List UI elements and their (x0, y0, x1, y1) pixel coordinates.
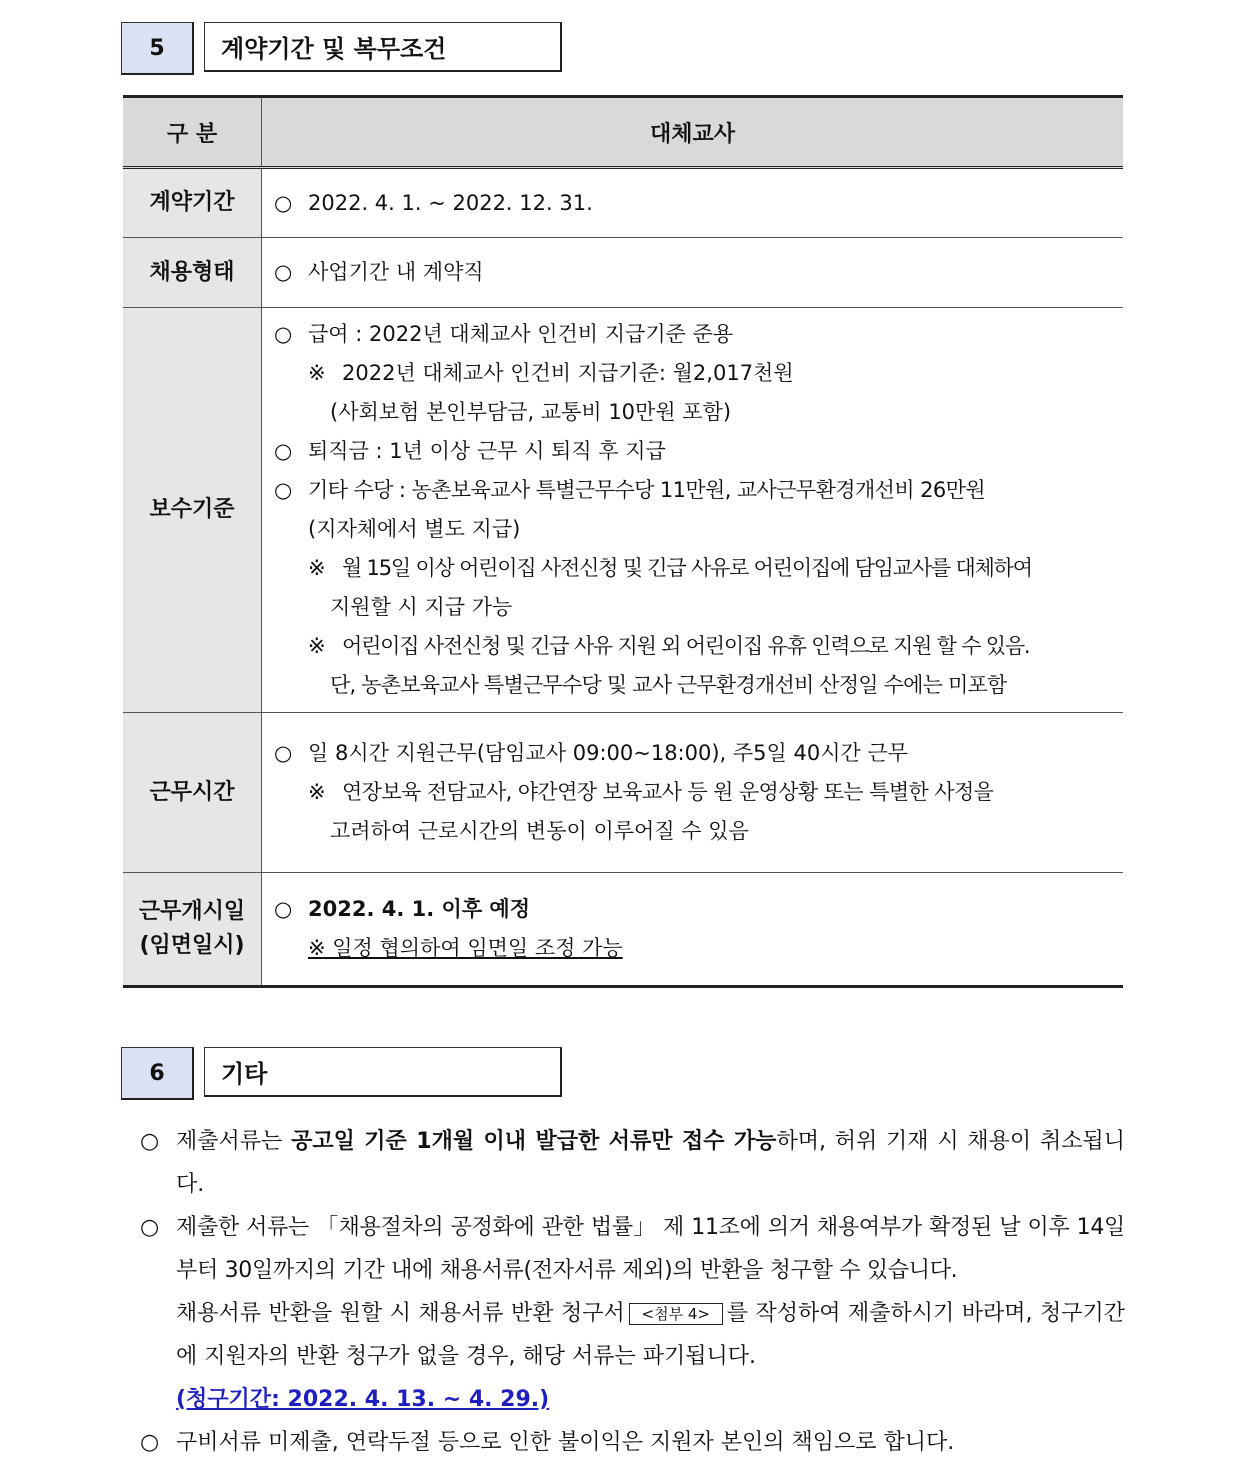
etc-text: 하며, 허위 기재 시 채용이 취소됩니다. (176, 1129, 1125, 1197)
row-label: 계약기간 (123, 168, 262, 238)
circle-bullet: ○ (274, 322, 293, 346)
hours-line: 일 8시간 지원근무(담임교사 09:00~18:00), 주5일 40시간 근무 (308, 741, 909, 765)
pay-line: 기타 수당 : 농촌보육교사 특별근무수당 11만원, 교사근무환경개선비 26만원 (308, 478, 986, 502)
pay-line: 어린이집 사전신청 및 긴급 사유 지원 외 어린이집 유휴 인력으로 지원 할 수 있음. (342, 634, 1030, 658)
pay-line: 2022년 대체교사 인건비 지급기준: 월2,017천원 (342, 361, 794, 385)
section-title: 기타 (204, 1047, 562, 1097)
period-text: 2022. 4. 1. ~ 2022. 12. 31. (308, 190, 593, 215)
circle-bullet: ○ (140, 1129, 160, 1154)
circle-bullet: ○ (274, 897, 293, 921)
hours-line: 고려하여 근로시간의 변동이 이루어질 수 있음 (330, 819, 749, 843)
circle-bullet: ○ (274, 478, 293, 502)
pay-line: 단, 농촌보육교사 특별근무수당 및 교사 근무환경개선비 산정일 수에는 미포함 (330, 673, 1007, 697)
hours-line: 연장보육 전담교사, 야간연장 보육교사 등 원 운영상황 또는 특별한 사정을 (342, 780, 994, 804)
etc-emphasis: 공고일 기준 1개월 이내 발급한 서류만 접수 가능 (291, 1129, 777, 1154)
circle-bullet: ○ (274, 439, 293, 463)
etc-text: 채용서류 반환을 원할 시 채용서류 반환 청구서 (176, 1301, 625, 1326)
row-label: 근무시간 (123, 713, 262, 873)
table-row-period (123, 168, 1123, 238)
table-row-start (123, 873, 1123, 987)
row-label: 채용형태 (123, 238, 262, 308)
attachment-reference: <첨부 4> (629, 1303, 723, 1325)
etc-text: 제출서류는 (176, 1129, 292, 1154)
start-line: 2022. 4. 1. 이후 예정 (308, 897, 530, 921)
list-item (140, 1120, 1125, 1206)
header-substitute-teacher: 대체교사 (262, 97, 1124, 168)
note-mark: ※ (308, 361, 326, 385)
list-item (140, 1421, 1125, 1464)
pay-line: 월 15일 이상 어린이집 사전신청 및 긴급 사유로 어린이집에 담임교사를 대체하여 (342, 556, 1032, 580)
request-period: (청구기간: 2022. 4. 13. ~ 4. 29.) (176, 1387, 550, 1412)
table-row-pay (123, 308, 1123, 713)
section-title: 계약기간 및 복무조건 (204, 22, 562, 72)
header-category: 구 분 (123, 97, 262, 168)
pay-line: 급여 : 2022년 대체교사 인건비 지급기준 준용 (308, 322, 734, 346)
start-label-1: 근무개시일 (138, 899, 246, 924)
conditions-table (123, 95, 1123, 988)
pay-line: (사회보험 본인부담금, 교통비 10만원 포함) (330, 400, 732, 424)
circle-bullet: ○ (140, 1430, 160, 1455)
circle-bullet: ○ (274, 260, 293, 284)
type-text: 사업기간 내 계약직 (308, 260, 484, 284)
circle-bullet: ○ (274, 741, 293, 765)
section-number: 6 (121, 1047, 194, 1100)
table-header-row (123, 97, 1123, 168)
note-mark: ※ (308, 556, 326, 580)
start-note: ※ 일정 협의하여 임면일 조정 가능 (308, 936, 623, 960)
note-mark: ※ (308, 634, 326, 658)
row-label: 보수기준 (123, 308, 262, 713)
table-row-type (123, 238, 1123, 308)
start-label-2: (임면일시) (139, 933, 245, 958)
etc-text: 제출한 서류는 「채용절차의 공정화에 관한 법률」 제 11조에 의거 채용여부가 확정된 날 이후 14일부터 30일까지의 기간 내에 채용서류(전자서류 제외)의 반환을 청구할 수 있습니다. (176, 1215, 1125, 1283)
pay-line: (지자체에서 별도 지급) (308, 517, 521, 541)
circle-bullet: ○ (274, 190, 293, 215)
section-number: 5 (121, 22, 194, 75)
row-label (123, 873, 262, 987)
etc-list (140, 1120, 1125, 1464)
list-item (140, 1206, 1125, 1421)
etc-text: 구비서류 미제출, 연락두절 등으로 인한 불이익은 지원자 본인의 책임으로 합니다. (176, 1430, 955, 1455)
table-row-hours (123, 713, 1123, 873)
pay-line: 퇴직금 : 1년 이상 근무 시 퇴직 후 지급 (308, 439, 666, 463)
circle-bullet: ○ (140, 1215, 160, 1240)
pay-line: 지원할 시 지급 가능 (330, 595, 513, 619)
etc-text: 를 작성하여 제출하시기 바라며, 청구기간에 지원자의 반환 청구가 없을 경우, 해당 서류는 파기됩니다. (176, 1301, 1125, 1369)
note-mark: ※ (308, 780, 326, 804)
